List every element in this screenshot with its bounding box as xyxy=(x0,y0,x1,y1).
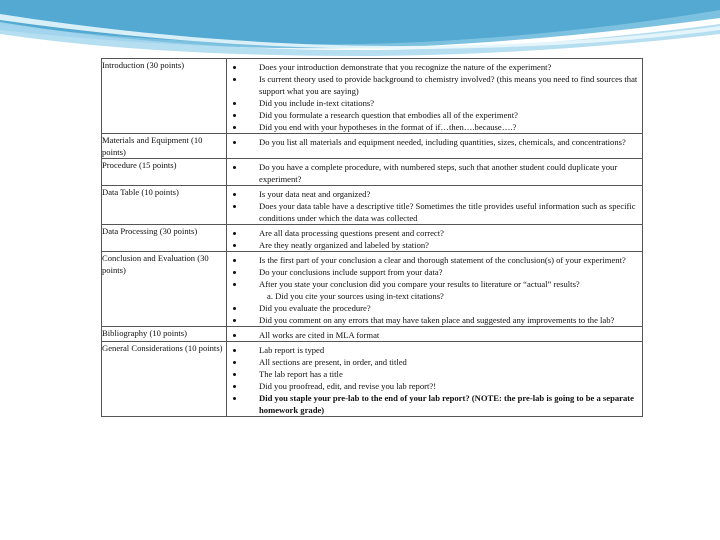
criteria-list xyxy=(227,134,642,148)
rubric-row xyxy=(102,252,643,327)
criteria-item: Do you have a complete procedure, with numbered steps, such that another student could duplicate your experiment? xyxy=(231,161,638,185)
criteria-item: Are all data processing questions present and correct? xyxy=(231,227,638,239)
rubric-section-name: Conclusion and Evaluation (30 points) xyxy=(102,252,227,327)
rubric-criteria-cell xyxy=(227,327,643,342)
rubric-row xyxy=(102,225,643,252)
criteria-item: Did you comment on any errors that may have taken place and suggested any improvements to the lab? xyxy=(231,314,638,326)
rubric-section-name: Introduction (30 points) xyxy=(102,59,227,134)
criteria-item: Did you evaluate the procedure? xyxy=(231,302,638,314)
criteria-list xyxy=(227,159,642,185)
criteria-list xyxy=(227,327,642,341)
rubric-criteria-cell xyxy=(227,59,643,134)
criteria-item: Did you include in-text citations? xyxy=(231,97,638,109)
rubric-criteria-cell xyxy=(227,186,643,225)
rubric-criteria-cell xyxy=(227,159,643,186)
criteria-item: Is current theory used to provide background to chemistry involved? (this means you need to find sources that support what you are saying) xyxy=(231,73,638,97)
rubric-row xyxy=(102,327,643,342)
rubric-section-name: Procedure (15 points) xyxy=(102,159,227,186)
criteria-item: The lab report has a title xyxy=(231,368,638,380)
rubric-row xyxy=(102,59,643,134)
header-wave-decoration xyxy=(0,0,720,60)
rubric-section-name: Bibliography (10 points) xyxy=(102,327,227,342)
criteria-item: All sections are present, in order, and titled xyxy=(231,356,638,368)
rubric-criteria-cell xyxy=(227,225,643,252)
rubric-table-body xyxy=(102,59,643,417)
criteria-item: Is the first part of your conclusion a clear and thorough statement of the conclusion(s) of your experiment? xyxy=(231,254,638,266)
criteria-item: a. Did you cite your sources using in-text citations? xyxy=(267,291,444,301)
criteria-item: Is your data neat and organized? xyxy=(231,188,638,200)
rubric-row xyxy=(102,159,643,186)
criteria-item: After you state your conclusion did you compare your results to literature or “actual” results? xyxy=(231,278,638,290)
rubric-row xyxy=(102,186,643,225)
criteria-item: Did you end with your hypotheses in the format of if…then….because….? xyxy=(231,121,638,133)
rubric-section-name: Materials and Equipment (10 points) xyxy=(102,134,227,159)
criteria-list xyxy=(227,225,642,251)
rubric-section-name: Data Processing (30 points) xyxy=(102,225,227,252)
rubric-row xyxy=(102,342,643,417)
criteria-item: Does your data table have a descriptive title? Sometimes the title provides useful information such as specific conditions under which the data was collected xyxy=(231,200,638,224)
rubric-criteria-cell xyxy=(227,134,643,159)
criteria-list xyxy=(227,342,642,416)
criteria-list xyxy=(227,186,642,224)
rubric-row xyxy=(102,134,643,159)
criteria-item: Do you list all materials and equipment needed, including quantities, sizes, chemicals, and concentrations? xyxy=(231,136,638,148)
rubric-section-name: Data Table (10 points) xyxy=(102,186,227,225)
rubric-criteria-cell xyxy=(227,252,643,327)
criteria-item: Are they neatly organized and labeled by station? xyxy=(231,239,638,251)
criteria-item: Did you formulate a research question that embodies all of the experiment? xyxy=(231,109,638,121)
rubric-section-name: General Considerations (10 points) xyxy=(102,342,227,417)
criteria-item: Did you proofread, edit, and revise you lab report?! xyxy=(231,380,638,392)
lab-report-rubric-table xyxy=(101,58,643,417)
criteria-item: Lab report is typed xyxy=(231,344,638,356)
criteria-item: All works are cited in MLA format xyxy=(231,329,638,341)
criteria-item: Do your conclusions include support from your data? xyxy=(231,266,638,278)
criteria-item: Does your introduction demonstrate that you recognize the nature of the experiment? xyxy=(231,61,638,73)
rubric-criteria-cell xyxy=(227,342,643,417)
criteria-list xyxy=(227,252,642,326)
criteria-list xyxy=(227,59,642,133)
criteria-item: Did you staple your pre-lab to the end of your lab report? (NOTE: the pre-lab is going to be a separate homework grade) xyxy=(231,392,638,416)
